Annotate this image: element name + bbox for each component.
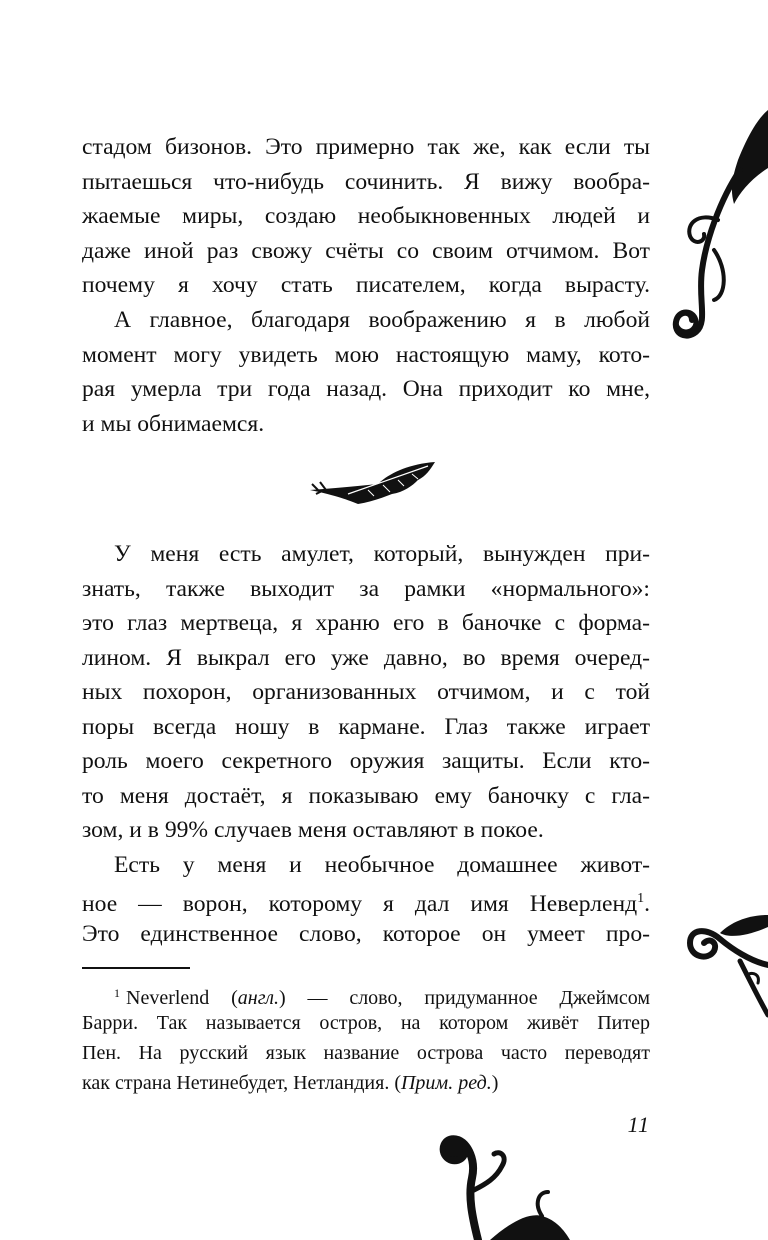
footnote-marker: 1 <box>114 986 120 1000</box>
text-fragment: ) <box>491 1072 499 1094</box>
text-line: пытаешься что-нибудь сочинить. Я вижу вообра- <box>82 168 650 195</box>
text-line: даже иной раз свожу счёты со своим отчимом. Вот <box>82 237 650 264</box>
text-line: А главное, благодаря воображению я в любой <box>114 307 650 333</box>
text-line: знать, также выходит за рамки «нормального»: <box>82 575 650 602</box>
footnote-line: Барри. Так называется остров, на котором живёт Питер <box>82 1012 650 1034</box>
text-fragment: Neverlend ( <box>126 987 238 1009</box>
footnote <box>82 978 650 1098</box>
text-line: У меня есть амулет, который, вынужден при- <box>114 541 650 567</box>
feather-icon <box>308 460 438 506</box>
curl-vine-icon <box>438 1120 578 1240</box>
curl-vine-icon <box>668 100 768 350</box>
text-line: поры всегда ношу в кармане. Глаз также играет <box>82 713 650 740</box>
footnote-line <box>82 1068 650 1098</box>
text-line: рая умерла три года назад. Она приходит ко мне, <box>82 376 650 402</box>
text-line: то меня достаёт, я показываю ему баночку с гла- <box>82 782 650 809</box>
text-fragment: ное — ворон, которому я дал имя Неверленд <box>82 891 638 917</box>
paragraph-1 <box>82 130 650 303</box>
text-fragment: ) — слово, придуманное Джеймсом <box>278 987 650 1009</box>
curl-vine-icon <box>680 905 768 1025</box>
text-line <box>82 882 650 917</box>
text-fragment: . <box>644 891 650 917</box>
page-number: 11 <box>627 1112 650 1137</box>
text-line: это глаз мертвеца, я храню его в баночке с форма- <box>82 610 650 636</box>
text-line: лином. Я выкрал его уже давно, во время очеред- <box>82 644 650 671</box>
paragraph-2 <box>82 303 650 441</box>
text-line: почему я хочу стать писателем, когда вырасту. <box>82 272 650 298</box>
footnote-line <box>82 978 650 1008</box>
text-fragment: Прим. ред. <box>400 1072 492 1094</box>
text-line: Это единственное слово, которое он умеет про- <box>82 920 650 947</box>
text-line: роль моего секретного оружия защиты. Если кто- <box>82 748 650 774</box>
text-line: момент могу увидеть мою настоящую маму, кото- <box>82 341 650 368</box>
paragraph-3 <box>82 537 650 951</box>
text-line: и мы обнимаемся. <box>82 410 265 437</box>
text-fragment: англ. <box>237 987 279 1009</box>
footnote-divider <box>82 967 190 969</box>
text-line: стадом бизонов. Это примерно так же, как если ты <box>82 134 650 160</box>
text-line: жаемые миры, создаю необыкновенных людей и <box>82 203 650 229</box>
footnote-reference[interactable]: 1 <box>637 891 645 906</box>
text-fragment: как страна Нетинебудет, Нетландия. ( <box>82 1072 401 1094</box>
text-line: зом, и в 99% случаев меня оставляют в покое. <box>82 817 544 843</box>
text-line: Есть у меня и необычное домашнее живот- <box>114 851 650 878</box>
text-line: ных похорон, организованных отчимом, и с той <box>82 679 650 705</box>
footnote-line: Пен. На русский язык название острова часто переводят <box>82 1042 650 1064</box>
